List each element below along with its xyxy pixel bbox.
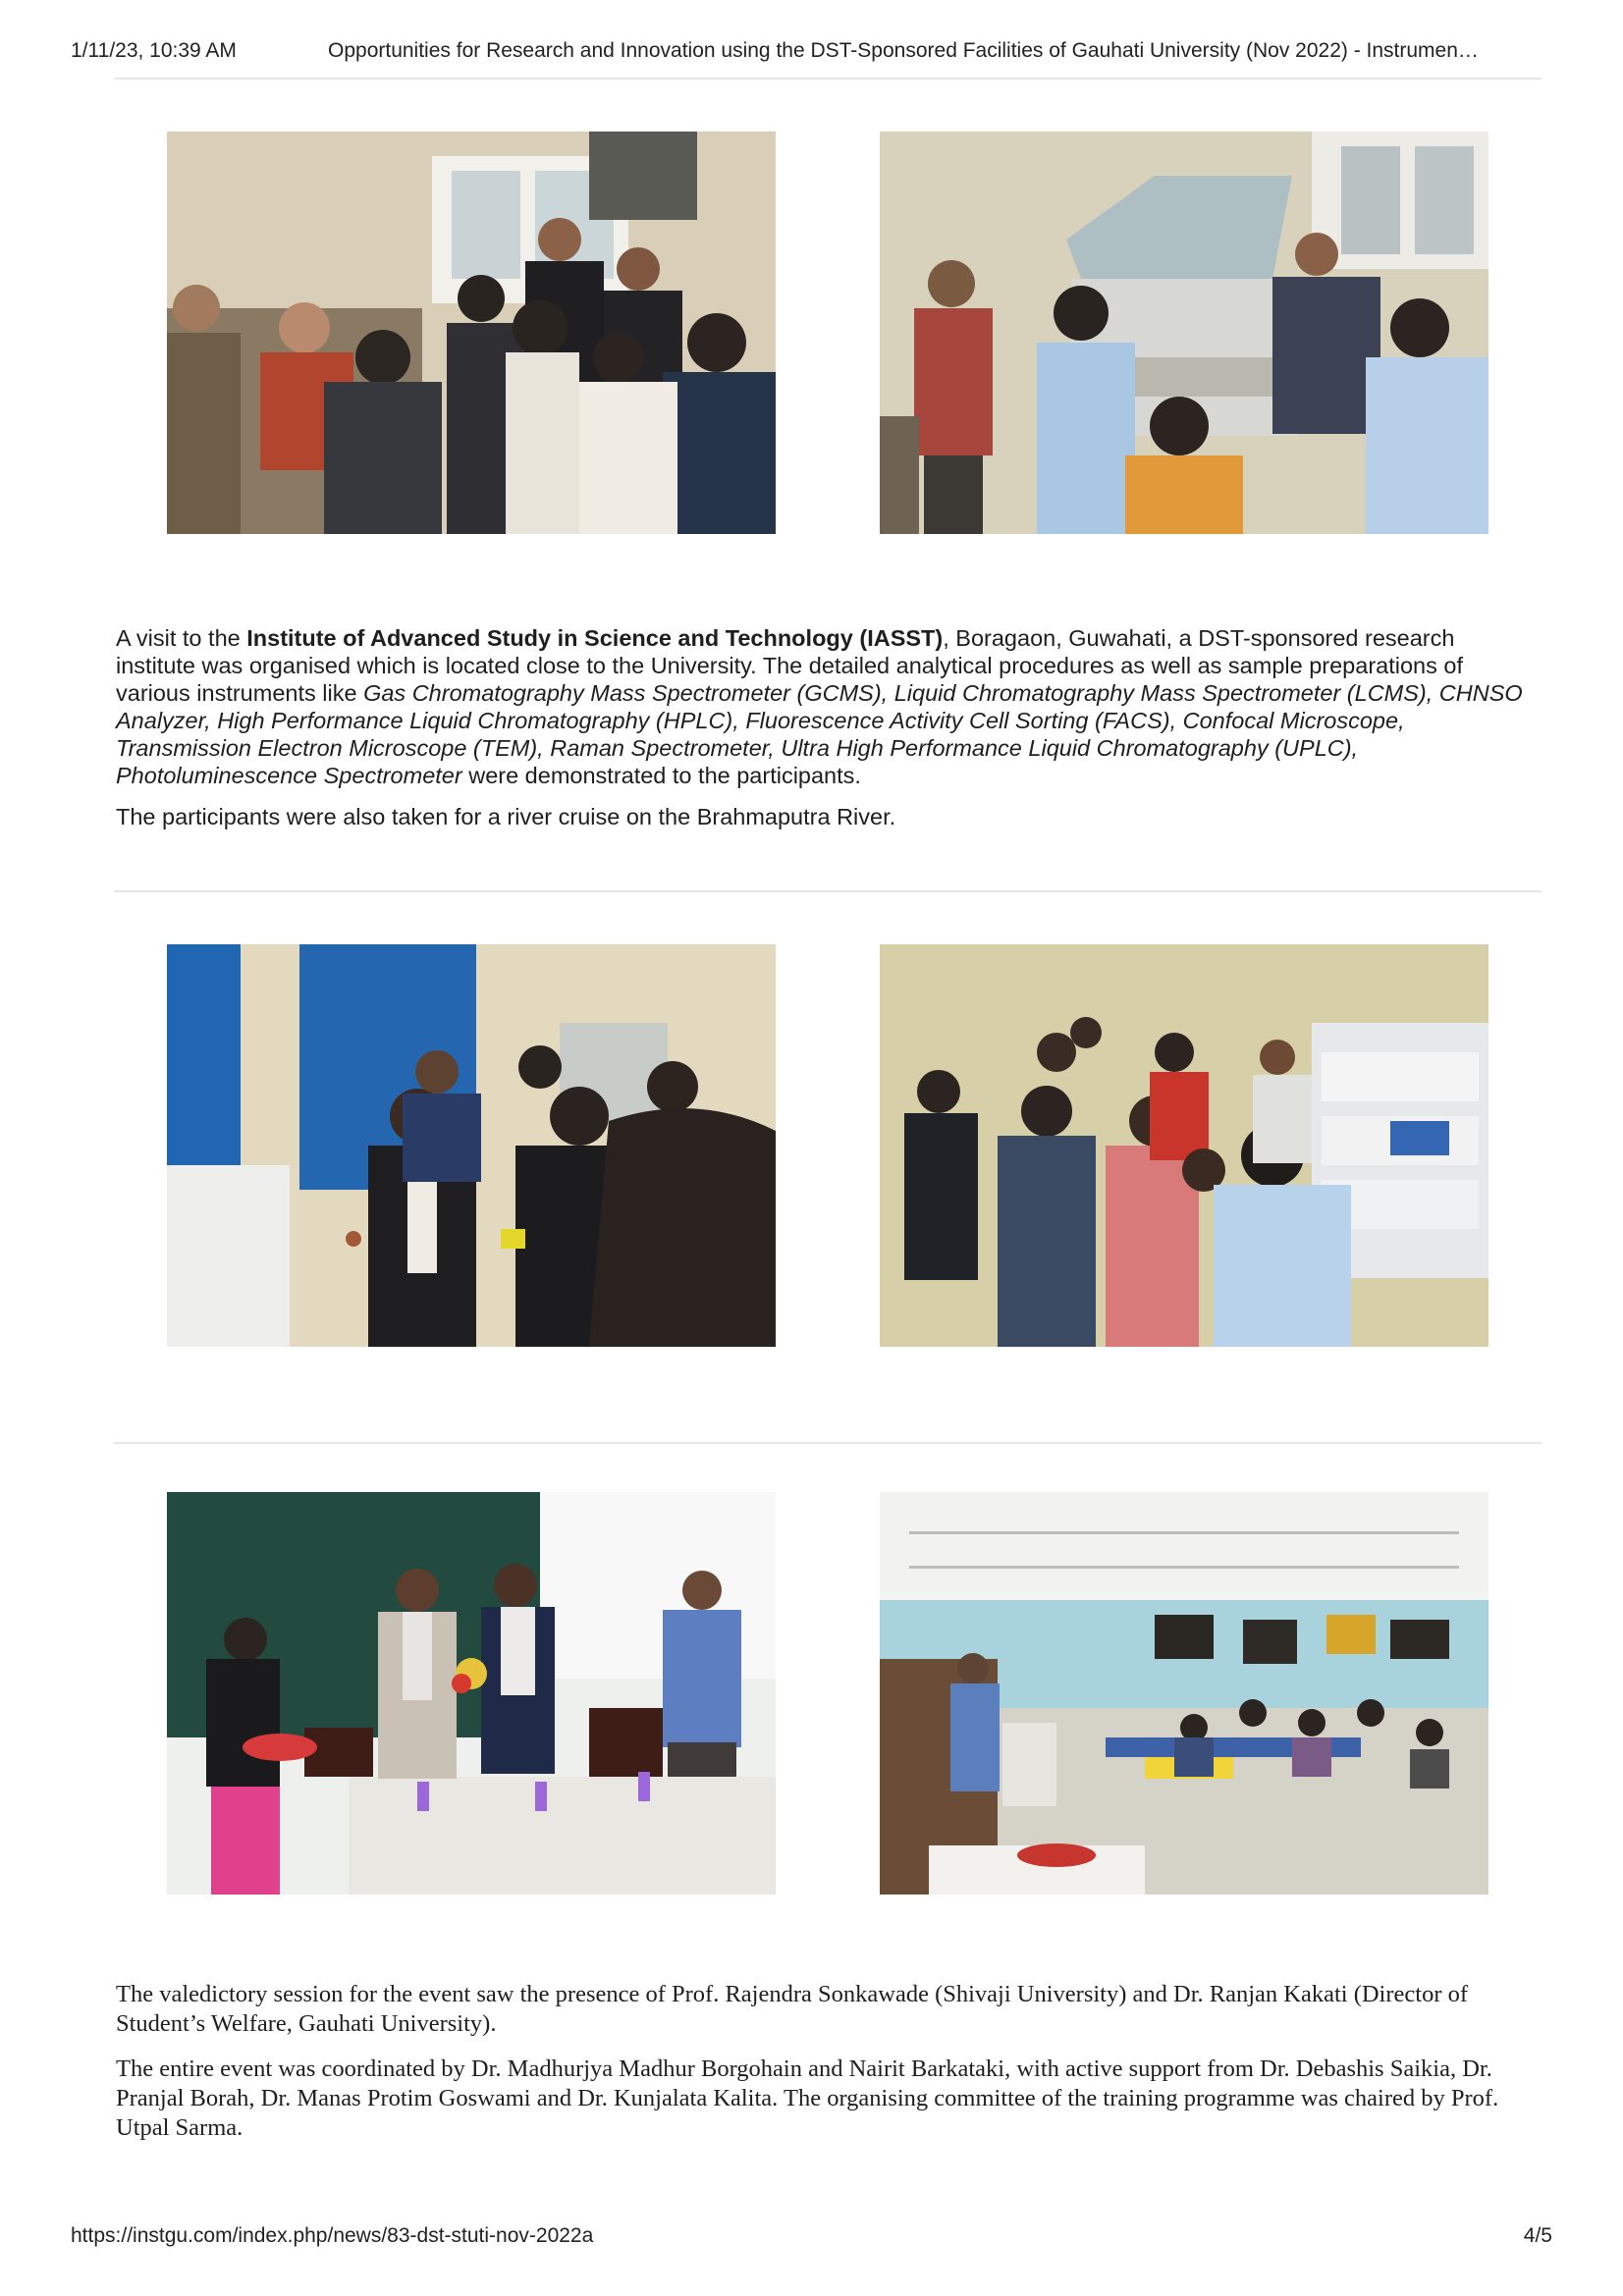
iasst-instrument-list: Gas Chromatography Mass Spectrometer (GCMS), Liquid Chromatography Mass Spectrometer (LCMS), CHNSO Analyzer, High Performance Liquid Chromatography (HPLC), Fluorescence Activity Cell Sorting (FACS), Confocal Microscope, Transmission Electron Microscope (TEM), Raman Spectrometer, Ultra High Performance Liquid Chromatography (UPLC), Photoluminescence Spectrometer: [116, 680, 1523, 788]
coordination-text: The entire event was coordinated by Dr. Madhurjya Madhur Borgohain and Nairit Barkataki, with active support from Dr. Debashis Saikia, Dr. Pranjal Borah, Dr. Manas Protim Goswami and Dr. Kunjalata Kalita. The organising committee of the training programme was chaired by Prof. Utpal Sarma.: [116, 2056, 1499, 2141]
photo-lab-visit-2: [880, 132, 1488, 534]
section-divider-2: [114, 1442, 1542, 1444]
coordination-paragraph: [116, 2055, 1530, 2143]
iasst-visit-paragraph: [116, 624, 1530, 789]
photo-valedictory-address: [880, 1492, 1488, 1895]
print-page-title: Opportunities for Research and Innovation using the DST-Sponsored Facilities of Gauhati University (Nov 2022) - Instrumen…: [328, 39, 1479, 62]
photo-instrument-demo: [167, 944, 776, 1347]
valedictory-paragraph: [116, 1980, 1530, 2039]
print-datetime: 1/11/23, 10:39 AM: [71, 39, 237, 62]
photo-lab-visit-1: [167, 132, 776, 534]
photo-felicitation: [167, 1492, 776, 1895]
print-footer: [71, 2224, 1552, 2254]
iasst-institute-name: Institute of Advanced Study in Science and Technology (IASST): [246, 625, 944, 651]
print-footer-url: https://instgu.com/index.php/news/83-dst-stuti-nov-2022a: [71, 2224, 594, 2247]
photo-lab-group: [880, 944, 1488, 1347]
iasst-intro: A visit to the: [116, 625, 247, 651]
iasst-ending: were demonstrated to the participants.: [461, 763, 861, 788]
iasst-description: , Boragaon, Guwahati, a DST-sponsored research institute was organised which is located close to the University. The detailed analytical procedures as well as sample preparations of various instruments like: [116, 625, 1463, 706]
header-divider: [114, 78, 1542, 80]
river-cruise-paragraph: [116, 803, 1530, 830]
river-cruise-text: The participants were also taken for a river cruise on the Brahmaputra River.: [116, 804, 896, 829]
print-page-number: 4/5: [1523, 2224, 1552, 2247]
print-header: [71, 39, 1552, 69]
section-divider-1: [114, 890, 1542, 892]
valedictory-text: The valedictory session for the event saw the presence of Prof. Rajendra Sonkawade (Shivaji University) and Dr. Ranjan Kakati (Director of Student’s Welfare, Gauhati University).: [116, 1981, 1469, 2037]
